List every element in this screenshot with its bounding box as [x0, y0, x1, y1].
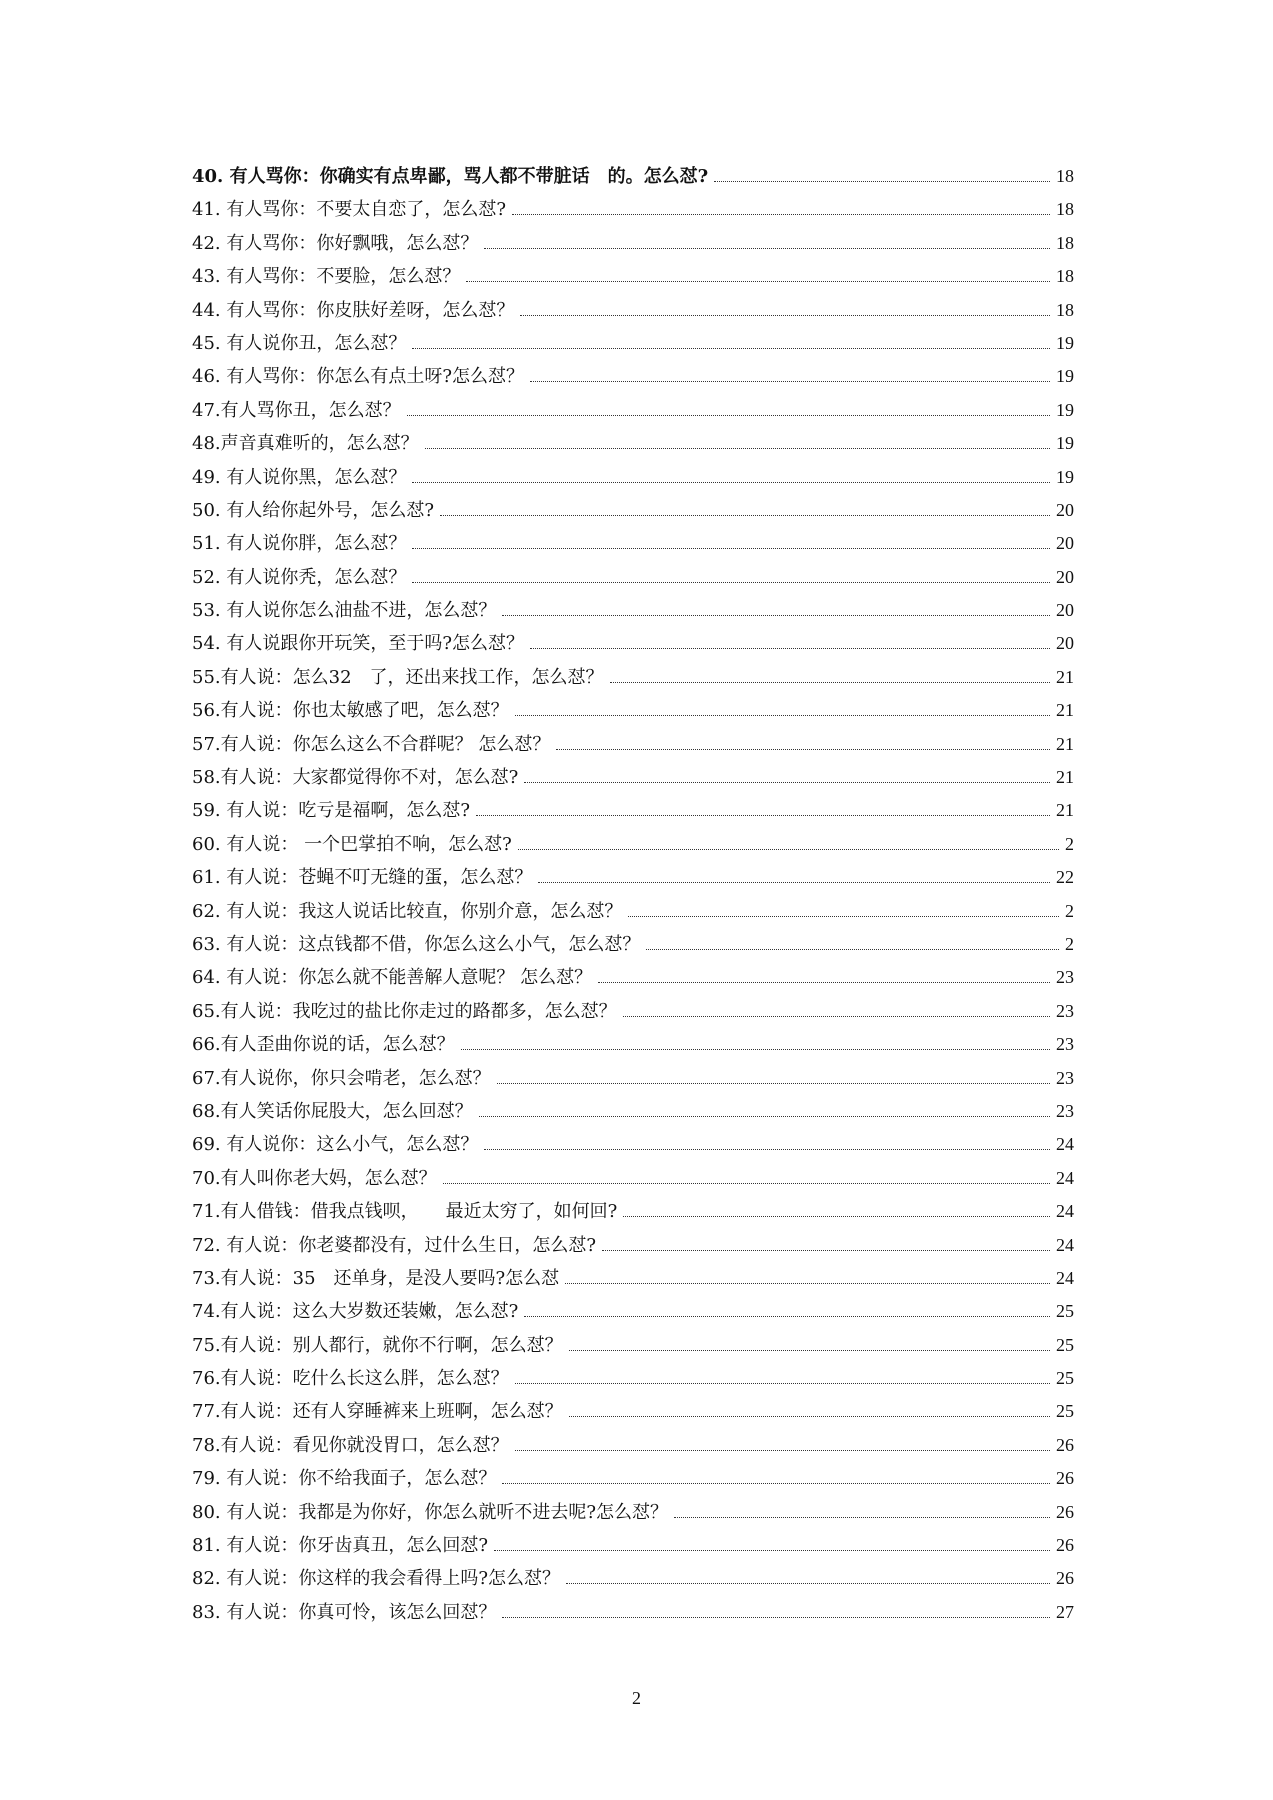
dot-leader [623, 1016, 1050, 1017]
dot-leader [610, 682, 1050, 683]
toc-entry-page: 21 [1056, 767, 1074, 788]
toc-entry[interactable] [192, 360, 1074, 393]
toc-entry-page: 21 [1056, 700, 1074, 721]
dot-leader [714, 181, 1050, 182]
dot-leader [530, 381, 1050, 382]
dot-leader [466, 281, 1050, 282]
dot-leader [530, 648, 1050, 649]
toc-entry-page: 24 [1056, 1167, 1074, 1188]
toc-entry-title: 75.有人说：别人都行，就你不行啊，怎么怼？ [192, 1334, 563, 1356]
toc-entry[interactable] [192, 461, 1074, 494]
dot-leader [598, 982, 1050, 983]
toc-entry-page: 21 [1056, 733, 1074, 754]
toc-entry-title: 46. 有人骂你：你怎么有点土呀?怎么怼？ [192, 366, 524, 388]
toc-entry-title: 81. 有人说：你牙齿真丑，怎么回怼? [192, 1535, 488, 1557]
toc-entry[interactable] [192, 928, 1074, 961]
toc-entry[interactable] [192, 260, 1074, 293]
toc-entry[interactable] [192, 627, 1074, 660]
toc-entry-page: 20 [1056, 600, 1074, 621]
toc-entry-page: 19 [1056, 466, 1074, 487]
toc-entry[interactable] [192, 527, 1074, 560]
toc-entry[interactable] [192, 1195, 1074, 1228]
toc-entry-title: 73.有人说：35 还单身，是没人要吗?怎么怼 [192, 1267, 560, 1289]
toc-entry-page: 23 [1056, 1067, 1074, 1088]
toc-entry-title: 77.有人说：还有人穿睡裤来上班啊，怎么怼？ [192, 1401, 563, 1423]
toc-entry-title: 82. 有人说：你这样的我会看得上吗?怎么怼？ [192, 1568, 560, 1590]
toc-entry-page: 24 [1056, 1234, 1074, 1255]
toc-entry[interactable] [192, 661, 1074, 694]
toc-entry-title: 71.有人借钱：借我点钱呗， 最近太穷了，如何回? [192, 1201, 618, 1223]
toc-entry[interactable] [192, 995, 1074, 1028]
dot-leader [538, 882, 1050, 883]
dot-leader [497, 1083, 1050, 1084]
toc-entry[interactable] [192, 427, 1074, 460]
dot-leader [412, 548, 1050, 549]
toc-entry-title: 55.有人说：怎么32 了，还出来找工作，怎么怼？ [192, 666, 604, 688]
dot-leader [646, 949, 1059, 950]
toc-entry[interactable] [192, 1529, 1074, 1562]
toc-entry[interactable] [192, 1362, 1074, 1395]
toc-entry[interactable] [192, 1128, 1074, 1161]
toc-entry[interactable] [192, 1229, 1074, 1262]
dot-leader [524, 782, 1050, 783]
toc-entry-title: 76.有人说：吃什么长这么胖，怎么怼？ [192, 1368, 509, 1390]
toc-entry-page: 2 [1065, 933, 1074, 954]
dot-leader [479, 1116, 1050, 1117]
toc-entry[interactable] [192, 160, 1074, 193]
toc-entry[interactable] [192, 728, 1074, 761]
toc-entry-title: 62. 有人说：我这人说话比较直，你别介意，怎么怼？ [192, 900, 623, 922]
toc-entry-title: 59. 有人说：吃亏是福啊，怎么怼? [192, 800, 470, 822]
toc-entry-title: 78.有人说：看见你就没胃口，怎么怼？ [192, 1434, 509, 1456]
toc-entry-title: 79. 有人说：你不给我面子，怎么怼？ [192, 1468, 497, 1490]
toc-entry[interactable] [192, 1496, 1074, 1529]
toc-entry-title: 43. 有人骂你：不要脸，怎么怼？ [192, 266, 461, 288]
toc-entry-title: 52. 有人说你秃，怎么怼？ [192, 566, 407, 588]
toc-entry[interactable] [192, 694, 1074, 727]
dot-leader [602, 1250, 1050, 1251]
toc-entry-page: 26 [1056, 1468, 1074, 1489]
toc-entry[interactable] [192, 1162, 1074, 1195]
toc-entry-page: 23 [1056, 1000, 1074, 1021]
toc-entry-page: 18 [1056, 166, 1074, 186]
toc-entry-title: 51. 有人说你胖，怎么怼？ [192, 533, 407, 555]
toc-entry-title: 57.有人说：你怎么这么不合群呢？ 怎么怼？ [192, 733, 551, 755]
toc-entry-title: 45. 有人说你丑，怎么怼？ [192, 332, 407, 354]
dot-leader [515, 1450, 1050, 1451]
toc-entry-page: 18 [1056, 299, 1074, 320]
toc-entry-page: 25 [1056, 1401, 1074, 1422]
toc-entry[interactable] [192, 1562, 1074, 1595]
toc-entry[interactable] [192, 1395, 1074, 1428]
toc-entry[interactable] [192, 294, 1074, 327]
dot-leader [623, 1216, 1050, 1217]
toc-entry-page: 2 [1065, 900, 1074, 921]
toc-entry-page: 20 [1056, 533, 1074, 554]
toc-entry-page: 22 [1056, 867, 1074, 888]
toc-entry-title: 47.有人骂你丑，怎么怼？ [192, 399, 401, 421]
toc-entry-title: 48.声音真难听的，怎么怼？ [192, 433, 419, 455]
toc-entry-title: 68.有人笑话你屁股大，怎么回怼？ [192, 1100, 473, 1122]
toc-entry-page: 26 [1056, 1501, 1074, 1522]
dot-leader [484, 248, 1050, 249]
toc-entry[interactable] [192, 861, 1074, 894]
toc-entry-title: 65.有人说：我吃过的盐比你走过的路都多，怎么怼？ [192, 1000, 617, 1022]
toc-entry-page: 19 [1056, 366, 1074, 387]
toc-entry-page: 26 [1056, 1434, 1074, 1455]
dot-leader [566, 1583, 1050, 1584]
dot-leader [502, 615, 1050, 616]
toc-entry-title: 74.有人说：这么大岁数还装嫩，怎么怼? [192, 1301, 519, 1323]
dot-leader [502, 1483, 1050, 1484]
dot-leader [440, 515, 1050, 516]
dot-leader [628, 916, 1059, 917]
dot-leader [412, 582, 1050, 583]
dot-leader [569, 1350, 1050, 1351]
toc-entry-page: 27 [1056, 1601, 1074, 1622]
dot-leader [520, 315, 1050, 316]
toc-entry-page: 19 [1056, 399, 1074, 420]
dot-leader [502, 1617, 1050, 1618]
toc-entry[interactable] [192, 1329, 1074, 1362]
toc-entry[interactable] [192, 794, 1074, 827]
toc-entry-title: 67.有人说你，你只会啃老，怎么怼？ [192, 1067, 491, 1089]
toc-entry-title: 66.有人歪曲你说的话，怎么怼？ [192, 1034, 455, 1056]
toc-entry-page: 18 [1056, 199, 1074, 220]
toc-entry-title: 53. 有人说你怎么油盐不进，怎么怼？ [192, 600, 497, 622]
toc-entry-page: 24 [1056, 1134, 1074, 1155]
toc-entry-title: 58.有人说：大家都觉得你不对，怎么怼? [192, 767, 519, 789]
toc-entry[interactable] [192, 1429, 1074, 1462]
toc-entry-title: 54. 有人说跟你开玩笑，至于吗?怎么怼？ [192, 633, 524, 655]
toc-entry[interactable] [192, 594, 1074, 627]
toc-entry-page: 20 [1056, 566, 1074, 587]
dot-leader [412, 348, 1050, 349]
toc-entry[interactable] [192, 1062, 1074, 1095]
toc-entry-page: 26 [1056, 1568, 1074, 1589]
dot-leader [515, 715, 1050, 716]
toc-entry-page: 25 [1056, 1368, 1074, 1389]
toc-entry-page: 18 [1056, 232, 1074, 253]
toc-entry-title: 69. 有人说你：这么小气，怎么怼？ [192, 1134, 479, 1156]
toc-entry-page: 2 [1065, 833, 1074, 854]
toc-entry[interactable] [192, 561, 1074, 594]
toc-entry-title: 60. 有人说： 一个巴掌拍不响，怎么怼? [192, 833, 512, 855]
dot-leader [518, 849, 1059, 850]
toc-entry-page: 20 [1056, 633, 1074, 654]
toc-entry-title: 41. 有人骂你：不要太自恋了，怎么怼? [192, 199, 506, 221]
toc-entry-title: 64. 有人说：你怎么就不能善解人意呢？ 怎么怼？ [192, 967, 593, 989]
toc-entry-page: 21 [1056, 800, 1074, 821]
toc-entry[interactable] [192, 895, 1074, 928]
toc-entry-page: 23 [1056, 1100, 1074, 1121]
toc-entry-page: 19 [1056, 332, 1074, 353]
dot-leader [512, 214, 1050, 215]
toc-entry-title: 61. 有人说：苍蝇不叮无缝的蛋，怎么怼？ [192, 867, 533, 889]
toc-entry-page: 26 [1056, 1535, 1074, 1556]
dot-leader [484, 1149, 1050, 1150]
toc-entry-title: 50. 有人给你起外号，怎么怼? [192, 499, 434, 521]
dot-leader [515, 1383, 1050, 1384]
toc-entry-page: 24 [1056, 1267, 1074, 1288]
page-number: 2 [632, 1688, 641, 1708]
dot-leader [494, 1550, 1050, 1551]
toc-entry-page: 23 [1056, 967, 1074, 988]
toc-entry-title: 56.有人说：你也太敏感了吧，怎么怼？ [192, 700, 509, 722]
dot-leader [476, 815, 1050, 816]
dot-leader [569, 1416, 1050, 1417]
toc-entry-title: 63. 有人说：这点钱都不借，你怎么这么小气，怎么怼？ [192, 933, 641, 955]
toc-entry-page: 19 [1056, 433, 1074, 454]
toc-entry[interactable] [192, 227, 1074, 260]
dot-leader [524, 1316, 1050, 1317]
toc-entry[interactable] [192, 828, 1074, 861]
dot-leader [443, 1183, 1050, 1184]
toc-entry-title: 83. 有人说：你真可怜，该怎么回怼？ [192, 1601, 497, 1623]
toc-entry-page: 18 [1056, 266, 1074, 287]
toc-entry[interactable] [192, 394, 1074, 427]
toc-entry[interactable] [192, 1095, 1074, 1128]
toc-entry-title: 44. 有人骂你：你皮肤好差呀，怎么怼？ [192, 299, 515, 321]
toc-entry-page: 25 [1056, 1334, 1074, 1355]
toc-entry[interactable] [192, 761, 1074, 794]
dot-leader [407, 415, 1050, 416]
toc-entry[interactable] [192, 1295, 1074, 1328]
toc-entry-page: 23 [1056, 1034, 1074, 1055]
toc-entry-page: 24 [1056, 1201, 1074, 1222]
toc-entry-title: 49. 有人说你黑，怎么怼？ [192, 466, 407, 488]
toc-entry-title: 40. 有人骂你：你确实有点卑鄙，骂人都不带脏话 的。怎么怼? [192, 166, 709, 187]
dot-leader [674, 1517, 1050, 1518]
toc-entry-page: 20 [1056, 499, 1074, 520]
dot-leader [412, 482, 1050, 483]
toc-entry[interactable] [192, 1028, 1074, 1061]
toc-entry[interactable] [192, 1596, 1074, 1629]
dot-leader [565, 1283, 1050, 1284]
dot-leader [461, 1049, 1050, 1050]
toc-entry-page: 25 [1056, 1301, 1074, 1322]
toc-entry-page: 21 [1056, 666, 1074, 687]
toc-entry-title: 42. 有人骂你：你好飘哦，怎么怼？ [192, 232, 479, 254]
toc-entry-title: 72. 有人说：你老婆都没有，过什么生日，怎么怼? [192, 1234, 596, 1256]
toc-entry[interactable] [192, 961, 1074, 994]
toc-entry[interactable] [192, 193, 1074, 226]
toc-entry[interactable] [192, 327, 1074, 360]
table-of-contents [192, 160, 1074, 1629]
toc-entry-title: 70.有人叫你老大妈，怎么怼？ [192, 1167, 437, 1189]
dot-leader [425, 448, 1050, 449]
toc-entry[interactable] [192, 494, 1074, 527]
toc-entry[interactable] [192, 1462, 1074, 1495]
dot-leader [556, 749, 1050, 750]
toc-entry-title: 80. 有人说：我都是为你好，你怎么就听不进去呢?怎么怼？ [192, 1501, 668, 1523]
toc-entry[interactable] [192, 1262, 1074, 1295]
